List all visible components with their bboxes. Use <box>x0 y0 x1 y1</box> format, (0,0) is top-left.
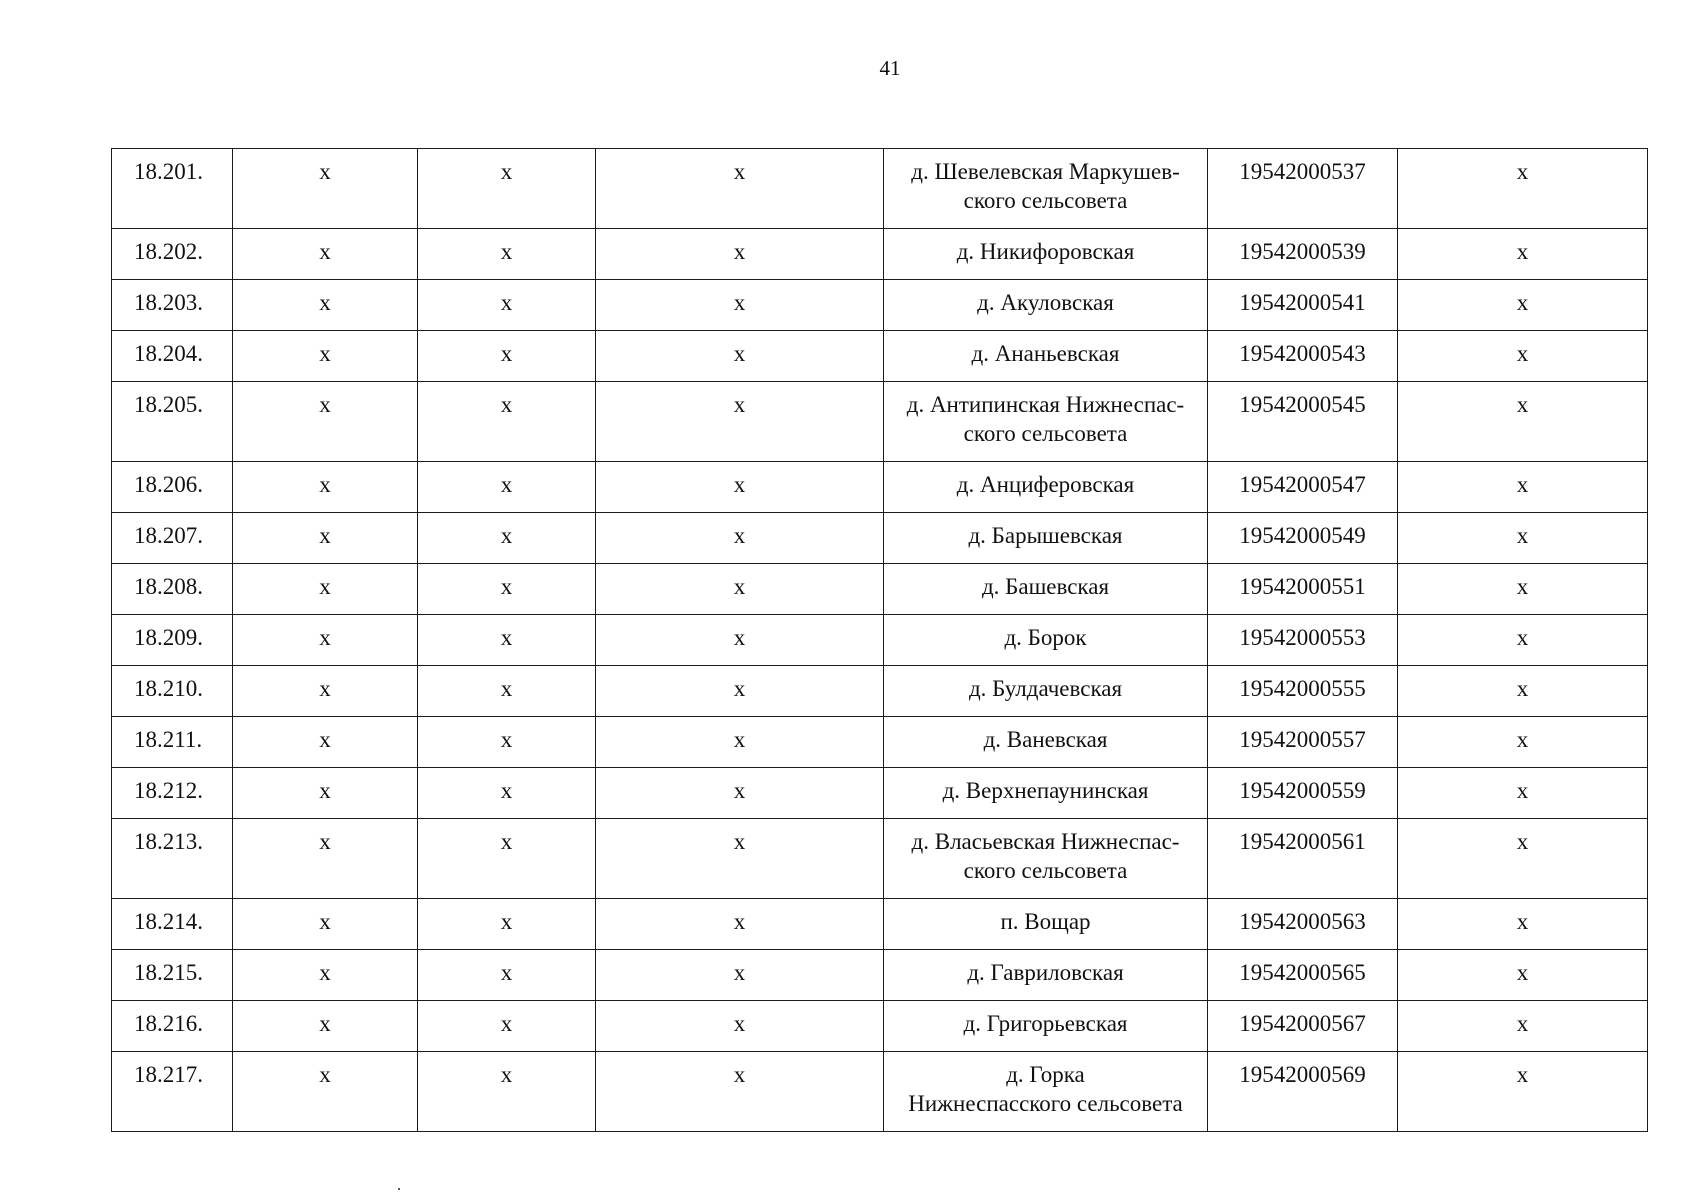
settlement-name-line: д. Верхнепаунинская <box>942 778 1149 803</box>
cell-col3: х <box>418 717 596 768</box>
cell-col2: х <box>233 513 418 564</box>
cell-col3: х <box>418 564 596 615</box>
table-row <box>112 462 1648 513</box>
settlement-name <box>884 717 1208 768</box>
okato-code: 19542000541 <box>1208 280 1398 331</box>
cell-col7: х <box>1398 513 1648 564</box>
okato-code: 19542000551 <box>1208 564 1398 615</box>
cell-col3: х <box>418 280 596 331</box>
settlement-name <box>884 950 1208 1001</box>
okato-code: 19542000549 <box>1208 513 1398 564</box>
settlement-name <box>884 768 1208 819</box>
row-number: 18.215. <box>112 950 233 1001</box>
cell-col7: х <box>1398 564 1648 615</box>
table-row <box>112 564 1648 615</box>
cell-col3: х <box>418 819 596 899</box>
cell-col3: х <box>418 1001 596 1052</box>
table-row <box>112 331 1648 382</box>
settlement-name <box>884 280 1208 331</box>
row-number: 18.214. <box>112 899 233 950</box>
row-number: 18.208. <box>112 564 233 615</box>
table-row <box>112 149 1648 229</box>
cell-col7: х <box>1398 615 1648 666</box>
cell-col2: х <box>233 229 418 280</box>
settlement-name <box>884 819 1208 899</box>
cell-col4: х <box>596 513 884 564</box>
table-row <box>112 768 1648 819</box>
table-row <box>112 1052 1648 1132</box>
settlement-name-line: д. Горка <box>1006 1062 1085 1087</box>
cell-col4: х <box>596 819 884 899</box>
settlement-name <box>884 615 1208 666</box>
cell-col4: х <box>596 149 884 229</box>
row-number: 18.216. <box>112 1001 233 1052</box>
settlement-name-line: д. Григорьевская <box>963 1011 1128 1036</box>
table-row <box>112 666 1648 717</box>
row-number: 18.209. <box>112 615 233 666</box>
settlement-name <box>884 462 1208 513</box>
cell-col4: х <box>596 615 884 666</box>
okato-code: 19542000561 <box>1208 819 1398 899</box>
cell-col2: х <box>233 149 418 229</box>
settlement-name-line: д. Акуловская <box>977 290 1114 315</box>
okato-code: 19542000565 <box>1208 950 1398 1001</box>
settlement-name-line: д. Башевская <box>981 574 1110 599</box>
settlement-name <box>884 1001 1208 1052</box>
cell-col3: х <box>418 149 596 229</box>
row-number: 18.205. <box>112 382 233 462</box>
table-body <box>112 149 1648 1132</box>
settlement-name-line: д. Ананьевская <box>971 341 1120 366</box>
cell-col3: х <box>418 666 596 717</box>
cell-col4: х <box>596 280 884 331</box>
row-number: 18.213. <box>112 819 233 899</box>
cell-col3: х <box>418 382 596 462</box>
settlement-name <box>884 899 1208 950</box>
cell-col7: х <box>1398 899 1648 950</box>
cell-col2: х <box>233 1001 418 1052</box>
cell-col4: х <box>596 1001 884 1052</box>
settlement-name <box>884 229 1208 280</box>
cell-col2: х <box>233 899 418 950</box>
row-number: 18.202. <box>112 229 233 280</box>
cell-col4: х <box>596 331 884 382</box>
settlement-name-line: Нижнеспасского сельсовета <box>908 1091 1183 1116</box>
cell-col7: х <box>1398 1052 1648 1132</box>
row-number: 18.204. <box>112 331 233 382</box>
table-row <box>112 280 1648 331</box>
okato-code: 19542000539 <box>1208 229 1398 280</box>
cell-col2: х <box>233 280 418 331</box>
cell-col3: х <box>418 331 596 382</box>
cell-col3: х <box>418 462 596 513</box>
cell-col3: х <box>418 950 596 1001</box>
cell-col7: х <box>1398 819 1648 899</box>
okato-code: 19542000545 <box>1208 382 1398 462</box>
cell-col2: х <box>233 462 418 513</box>
settlement-name-line: ского сельсовета <box>963 188 1128 213</box>
cell-col3: х <box>418 1052 596 1132</box>
table-row <box>112 950 1648 1001</box>
table-row <box>112 615 1648 666</box>
table-row <box>112 717 1648 768</box>
cell-col4: х <box>596 950 884 1001</box>
cell-col4: х <box>596 899 884 950</box>
cell-col7: х <box>1398 950 1648 1001</box>
row-number: 18.203. <box>112 280 233 331</box>
settlement-name-line: д. Барышевская <box>968 523 1123 548</box>
cell-col2: х <box>233 768 418 819</box>
cell-col2: х <box>233 950 418 1001</box>
cell-col2: х <box>233 564 418 615</box>
settlement-name <box>884 564 1208 615</box>
settlement-name-line: ского сельсовета <box>963 421 1128 446</box>
cell-col7: х <box>1398 666 1648 717</box>
settlement-name-line: д. Никифоровская <box>956 239 1135 264</box>
settlement-name-line: д. Гавриловская <box>967 960 1124 985</box>
cell-col7: х <box>1398 717 1648 768</box>
table-row <box>112 382 1648 462</box>
settlement-name <box>884 149 1208 229</box>
okato-code: 19542000567 <box>1208 1001 1398 1052</box>
cell-col2: х <box>233 666 418 717</box>
cell-col3: х <box>418 513 596 564</box>
cell-col4: х <box>596 382 884 462</box>
scan-speck <box>398 1188 400 1190</box>
settlement-name <box>884 1052 1208 1132</box>
cell-col4: х <box>596 564 884 615</box>
cell-col3: х <box>418 899 596 950</box>
cell-col7: х <box>1398 280 1648 331</box>
cell-col4: х <box>596 666 884 717</box>
cell-col7: х <box>1398 331 1648 382</box>
settlement-name <box>884 666 1208 717</box>
settlement-name-line: д. Антипинская Нижнеспас- <box>906 392 1185 417</box>
page-number: 41 <box>879 56 901 80</box>
cell-col4: х <box>596 229 884 280</box>
cell-col2: х <box>233 615 418 666</box>
cell-col4: х <box>596 462 884 513</box>
settlement-name <box>884 382 1208 462</box>
settlement-name <box>884 513 1208 564</box>
row-number: 18.206. <box>112 462 233 513</box>
settlement-name-line: д. Ваневская <box>983 727 1108 752</box>
cell-col2: х <box>233 331 418 382</box>
settlement-name-line: д. Булдачевская <box>968 676 1123 701</box>
settlements-table <box>111 148 1648 1132</box>
okato-code: 19542000555 <box>1208 666 1398 717</box>
okato-code: 19542000559 <box>1208 768 1398 819</box>
settlement-name-line: ского сельсовета <box>963 858 1128 883</box>
cell-col7: х <box>1398 149 1648 229</box>
cell-col7: х <box>1398 229 1648 280</box>
settlement-name-line: п. Вощар <box>1000 909 1091 934</box>
cell-col2: х <box>233 1052 418 1132</box>
row-number: 18.210. <box>112 666 233 717</box>
settlement-name-line: д. Борок <box>1004 625 1087 650</box>
settlement-name <box>884 331 1208 382</box>
settlement-name-line: д. Власьевская Нижнеспас- <box>911 829 1180 854</box>
settlement-name-line: д. Анциферовская <box>956 472 1135 497</box>
cell-col4: х <box>596 717 884 768</box>
cell-col7: х <box>1398 1001 1648 1052</box>
okato-code: 19542000569 <box>1208 1052 1398 1132</box>
okato-code: 19542000543 <box>1208 331 1398 382</box>
row-number: 18.211. <box>112 717 233 768</box>
okato-code: 19542000547 <box>1208 462 1398 513</box>
okato-code: 19542000537 <box>1208 149 1398 229</box>
cell-col2: х <box>233 819 418 899</box>
cell-col7: х <box>1398 768 1648 819</box>
cell-col3: х <box>418 615 596 666</box>
cell-col4: х <box>596 768 884 819</box>
cell-col4: х <box>596 1052 884 1132</box>
cell-col3: х <box>418 768 596 819</box>
cell-col2: х <box>233 382 418 462</box>
table-row <box>112 513 1648 564</box>
table-row <box>112 1001 1648 1052</box>
okato-code: 19542000563 <box>1208 899 1398 950</box>
table-row <box>112 899 1648 950</box>
cell-col2: х <box>233 717 418 768</box>
cell-col3: х <box>418 229 596 280</box>
row-number: 18.207. <box>112 513 233 564</box>
table-row <box>112 229 1648 280</box>
table-row <box>112 819 1648 899</box>
cell-col7: х <box>1398 382 1648 462</box>
row-number: 18.212. <box>112 768 233 819</box>
okato-code: 19542000557 <box>1208 717 1398 768</box>
row-number: 18.201. <box>112 149 233 229</box>
settlement-name-line: д. Шевелевская Маркушев- <box>911 159 1180 184</box>
okato-code: 19542000553 <box>1208 615 1398 666</box>
row-number: 18.217. <box>112 1052 233 1132</box>
cell-col7: х <box>1398 462 1648 513</box>
